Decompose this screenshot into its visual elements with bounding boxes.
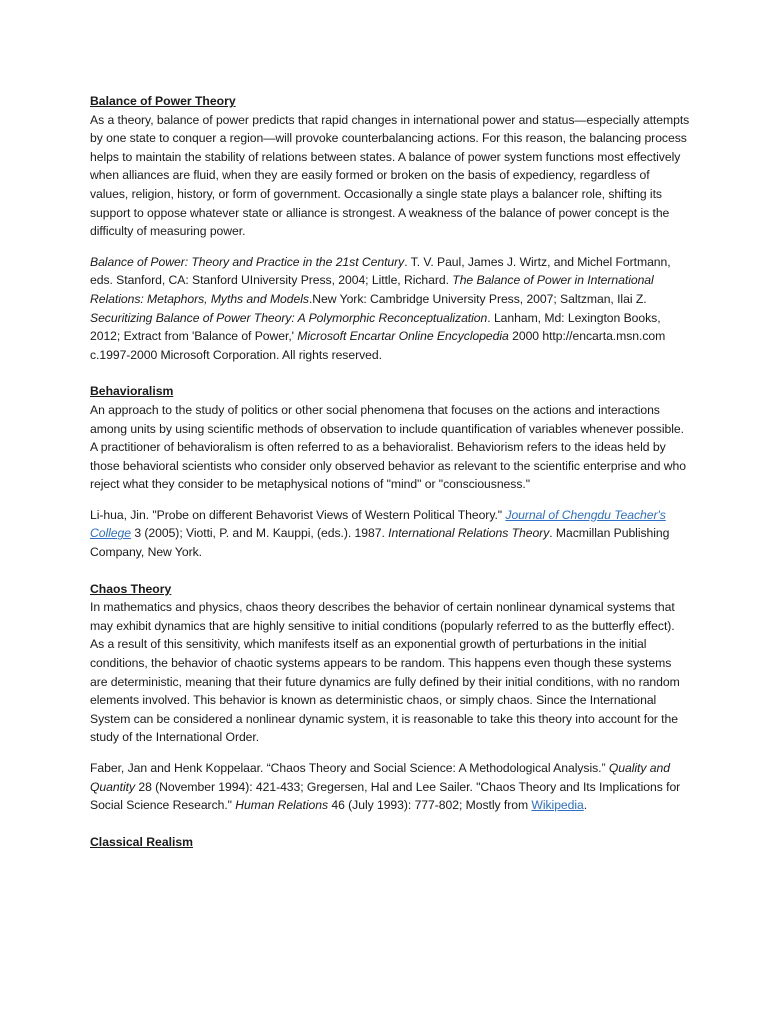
ref-italic: Securitizing Balance of Power Theory: A Polymorphic Reconceptualization <box>90 310 488 325</box>
section-body: As a theory, balance of power predicts that rapid changes in international power and status—especially attempts by one state to conquer a region—will provoke counterbalancing actions. For this reason, the balancing process helps to maintain the stability of relations between states. A balance of power system functions most effectively when alliances are fluid, when they are easily formed or broken on the basis of expediency, regardless of values, religion, history, or form of government. Occasionally a single state plays a balancer role, shifting its support to oppose whatever state or alliance is strongest. A weakness of the balance of power concept is the difficulty of measuring power. <box>90 112 690 239</box>
ref-text: 2000 http://encarta.msn.com c.1997-2000 Microsoft Corporation. All rights reserved. <box>90 329 666 362</box>
ref-italic: Microsoft Encartar Online Encyclopedia <box>297 329 509 344</box>
section-behavioralism <box>90 382 690 561</box>
ref-text: . Macmillan Publishing Company, New York. <box>90 526 670 560</box>
section-reference <box>90 253 690 365</box>
ref-italic: Quality and Quantity <box>90 761 670 794</box>
ref-text: Faber, Jan and Henk Koppelaar. “Chaos Theory and Social Science: A Methodological Analysis.” <box>90 761 609 775</box>
section-heading: Balance of Power Theory <box>90 94 236 108</box>
ref-italic: The Balance of Power in International Relations: Metaphors, Myths and Models <box>90 273 654 306</box>
section-balance-of-power <box>90 92 690 364</box>
document-page <box>90 92 690 851</box>
journal-link[interactable]: Journal of Chengdu Teacher's College <box>90 507 666 541</box>
section-classical-realism <box>90 833 690 852</box>
section-body: In mathematics and physics, chaos theory describes the behavior of certain nonlinear dynamical systems that may exhibit dynamics that are highly sensitive to initial conditions (popularly referred to as the butterfly effect). As a result of this sensitivity, which manifests itself as an exponential growth of perturbations in the initial conditions, the behavior of chaotic systems appears to be random. This happens even though these systems are deterministic, meaning that their future dynamics are fully defined by their initial conditions, with no random elements involved. This behavior is known as deterministic chaos, or simply chaos. Since the International System can be considered a nonlinear dynamic system, it is reasonable to take this theory into account for the study of the International Order. <box>90 600 680 745</box>
ref-italic: Balance of Power: Theory and Practice in the 21st Century <box>90 254 405 269</box>
section-chaos-theory <box>90 580 690 815</box>
ref-italic: International Relations Theory <box>388 526 550 541</box>
section-heading: Classical Realism <box>90 834 193 849</box>
ref-text: .New York: Cambridge University Press, 2007; Saltzman, Ilai Z. <box>308 291 647 306</box>
ref-text: . <box>583 798 588 813</box>
section-reference <box>90 506 690 562</box>
section-reference <box>90 759 690 815</box>
ref-text: . T. V. Paul, James J. Wirtz, and Michel Fortmann, eds. Stanford, CA: Stanford UIniversity Press, 2004; Little, Richard. <box>90 254 671 288</box>
ref-text: . Lanham, Md: Lexington Books, 2012; Extract from 'Balance of Power,' <box>90 310 661 344</box>
ref-text: Li-hua, Jin. "Probe on different Behavorist Views of Western Political Theory." <box>90 507 506 522</box>
section-heading: Behavioralism <box>90 384 174 399</box>
ref-text: 28 (November 1994): 421-433; Gregersen, Hal and Lee Sailer. "Chaos Theory and Its Implications for Social Science Research." <box>90 779 681 813</box>
section-body: An approach to the study of politics or other social phenomena that focuses on the actions and interactions among units by using scientific methods of observation to include quantification of variables whenever possible. A practitioner of behavioralism is often referred to as a behavioralist. Behaviorism refers to the ideas held by those behavioral scientists who consider only observed behavior as relevant to the scientific enterprise and who reject what they consider to be metaphysical notions of "mind" or "consciousness." <box>90 402 686 492</box>
ref-italic: Human Relations <box>235 798 329 813</box>
section-heading: Chaos Theory <box>90 581 172 596</box>
ref-text: 46 (July 1993): 777-802; Mostly from <box>328 798 532 813</box>
ref-text: 3 (2005); Viotti, P. and M. Kauppi, (eds.). 1987. <box>130 526 389 541</box>
wikipedia-link[interactable]: Wikipedia <box>531 798 584 813</box>
